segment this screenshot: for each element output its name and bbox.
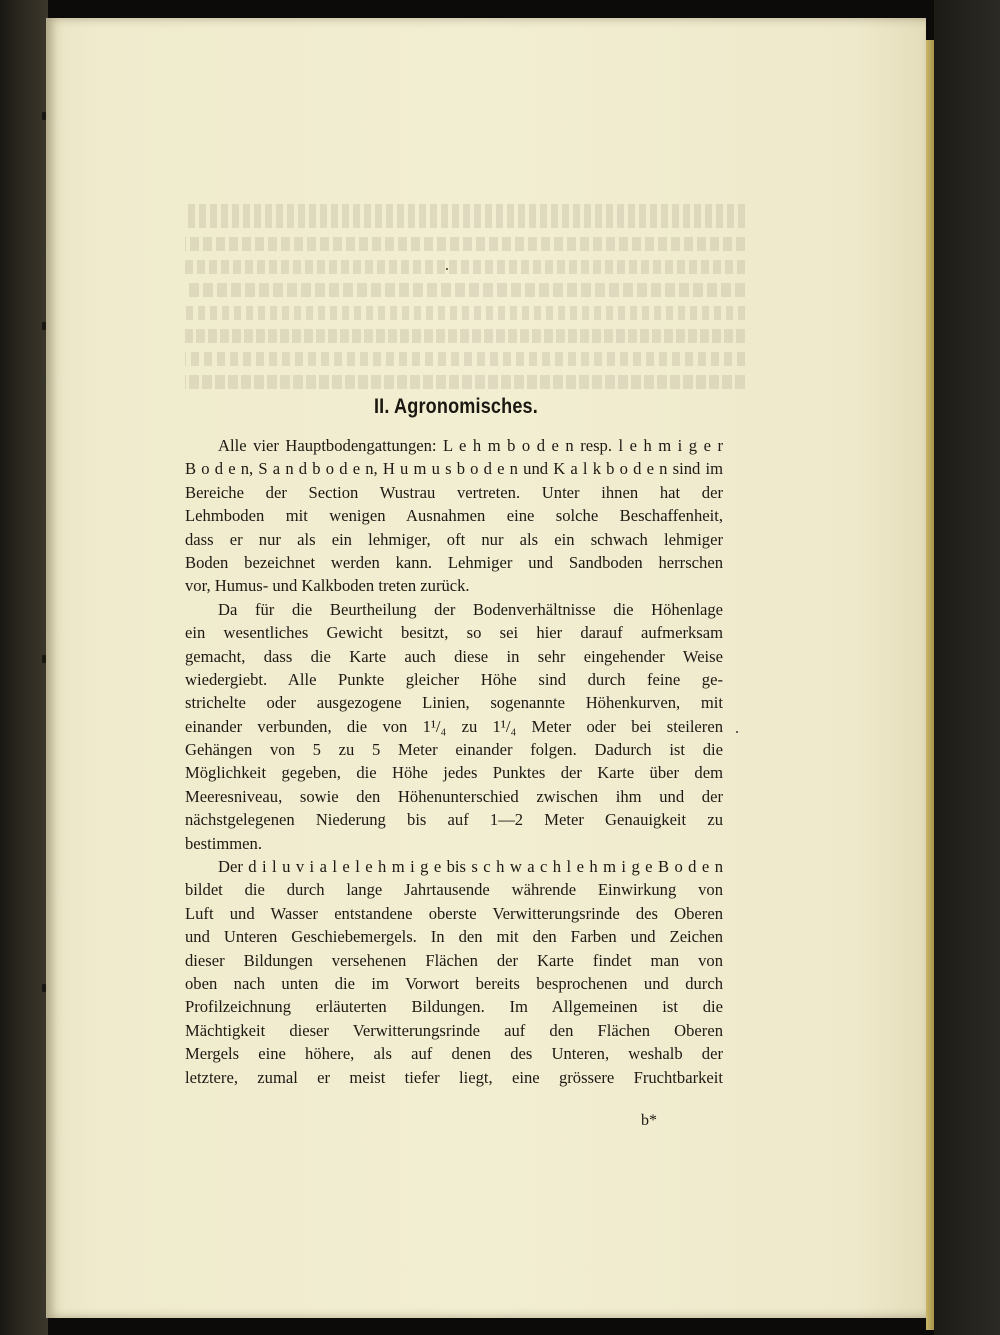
text-line: Möglichkeit gegeben, die Höhe jedes Punktes der Karte über dem xyxy=(185,763,723,783)
text-line: Profilzeichnung erläuterten Bildungen. Im Allgemeinen ist die xyxy=(185,997,723,1017)
section-heading: II. Agronomisches. xyxy=(373,395,538,418)
margin-mark xyxy=(42,984,46,992)
right-cover xyxy=(934,0,1000,1335)
text-line: Bereiche der Section Wustrau vertreten. Unter ihnen hat der xyxy=(185,482,723,502)
text-line: Alle vier Hauptbodengattungen: L e h m b o d e n resp. l e h m i g e r xyxy=(218,436,723,455)
text-line: oben nach unten die im Vorwort bereits besprochenen und durch xyxy=(185,973,723,993)
body-text xyxy=(185,434,723,1089)
text-line: Boden bezeichnet werden kann. Lehmiger und Sandboden herrschen xyxy=(185,552,723,572)
text-line: Gehängen von 5 zu 5 Meter einander folgen. Dadurch ist die xyxy=(185,740,723,760)
text-line: bestimmen. xyxy=(185,833,262,853)
paragraph xyxy=(185,855,723,1089)
speck xyxy=(736,731,738,733)
text-line: wiedergiebt. Alle Punkte gleicher Höhe sind durch feine ge- xyxy=(185,669,723,689)
text-line: bildet die durch lange Jahrtausende währende Einwirkung von xyxy=(185,880,723,900)
text-line: Mergels eine höhere, als auf denen des Unteren, weshalb der xyxy=(185,1044,723,1064)
text-line: gemacht, dass die Karte auch diese in sehr eingehender Weise xyxy=(185,646,723,666)
text-line: und Unteren Geschiebemergels. In den mit den Farben und Zeichen xyxy=(185,927,723,947)
text-line: vor, Humus- und Kalkboden treten zurück. xyxy=(185,576,470,596)
paragraph xyxy=(185,598,723,855)
text-line: strichelte oder ausgezogene Linien, sogenannte Höhenkurven, mit xyxy=(185,693,723,713)
text-line: dass er nur als ein lehmiger, oft nur als ein schwach lehmiger xyxy=(185,529,723,549)
text-line: einander verbunden, die von 1¹/₄ zu 1¹/₄ Meter oder bei steileren xyxy=(185,716,723,736)
margin-mark xyxy=(42,655,46,663)
signature-mark: b* xyxy=(641,1112,657,1129)
text-line: ein wesentliches Gewicht besitzt, so sei hier darauf aufmerksam xyxy=(185,623,723,643)
text-line: letztere, zumal er meist tiefer liegt, eine grössere Fruchtbarkeit xyxy=(185,1067,723,1087)
text-line: nächstgelegenen Niederung bis auf 1—2 Meter Genauigkeit zu xyxy=(185,810,723,830)
text-line: Luft und Wasser entstandene oberste Verwitterungsrinde des Oberen xyxy=(185,903,723,923)
text-line: Mächtigkeit dieser Verwitterungsrinde auf den Flächen Oberen xyxy=(185,1020,723,1040)
text-line: Meeresniveau, sowie den Höhenunterschied zwischen ihm und der xyxy=(185,786,723,806)
margin-mark xyxy=(42,112,46,120)
text-line: dieser Bildungen versehenen Flächen der Karte findet man von xyxy=(185,950,723,970)
text-line: B o d e n, S a n d b o d e n, H u m u s b o d e n und K a l k b o d e n sind im xyxy=(185,459,723,479)
text-line: Der d i l u v i a l e l e h m i g e bis s c h w a c h l e h m i g e B o d e n xyxy=(218,857,723,877)
left-binding xyxy=(0,0,48,1335)
page-edge xyxy=(926,40,934,1330)
paragraph xyxy=(185,434,723,598)
margin-mark xyxy=(42,322,46,330)
text-line: Lehmboden mit wenigen Ausnahmen eine solche Beschaffenheit, xyxy=(185,506,723,526)
text-line: Da für die Beurtheilung der Bodenverhältnisse die Höhenlage xyxy=(218,599,723,619)
